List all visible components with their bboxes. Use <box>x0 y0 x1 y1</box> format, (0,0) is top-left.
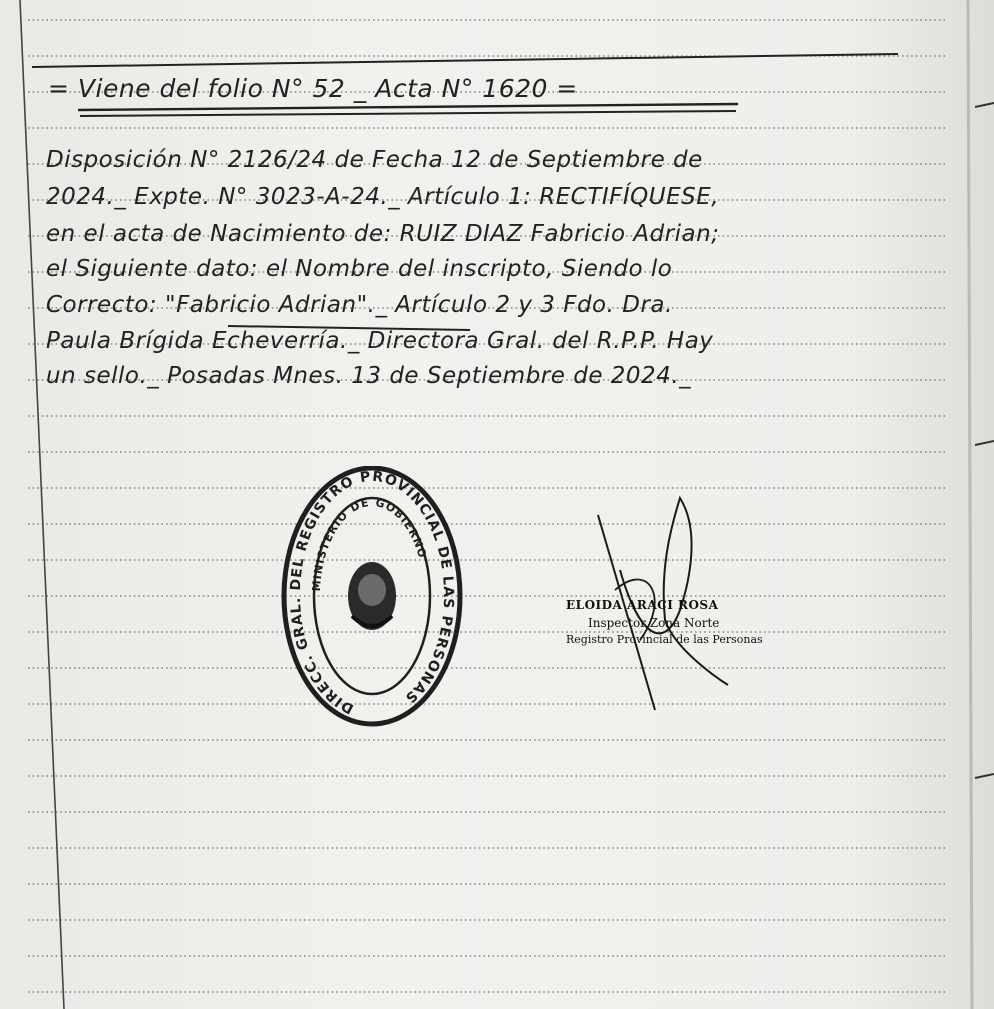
header-underline-line <box>80 111 736 116</box>
header-underline-line <box>78 104 738 110</box>
stamp-office: Registro Provincial de las Personas <box>566 633 763 646</box>
signature-stamp <box>566 598 763 646</box>
seal-inner-text: MINISTERIO DE GOBIERNO <box>309 495 430 592</box>
body-line: 2024._ Expte. N° 3023-A-24._ Artículo 1: RECTIFÍQUESE, <box>46 184 720 210</box>
seal-outer-text: DIRECC. GRAL. DEL REGISTRO PROVINCIAL DE LAS PERSONAS <box>287 468 457 717</box>
body-line: el Siguiente dato: el Nombre del inscripto, Siendo lo <box>46 256 673 282</box>
stamp-name: ELOIDA ARACI ROSA <box>566 598 719 612</box>
coat-of-arms-icon <box>348 562 396 630</box>
margin-tick <box>975 103 994 107</box>
body-line: en el acta de Nacimiento de: RUIZ DIAZ Fabricio Adrian; <box>46 221 720 247</box>
body-line: Paula Brígida Echeverría._ Directora Gral. del R.P.P. Hay <box>46 328 714 354</box>
body-line: un sello._ Posadas Mnes. 13 de Septiembre de 2024._ <box>46 363 692 389</box>
margin-tick <box>975 774 994 778</box>
margin-tick <box>975 441 994 445</box>
page-edge <box>968 0 972 1009</box>
stamp-title: Inspector Zona Norte <box>588 616 720 630</box>
folio-header: = Viene del folio N° 52 _ Acta N° 1620 = <box>48 74 578 103</box>
official-seal <box>280 466 465 728</box>
body-line: Disposición N° 2126/24 de Fecha 12 de Septiembre de <box>46 147 703 173</box>
body-line: Correcto: "Fabricio Adrian"._ Artículo 2 y 3 Fdo. Dra. <box>46 292 673 318</box>
